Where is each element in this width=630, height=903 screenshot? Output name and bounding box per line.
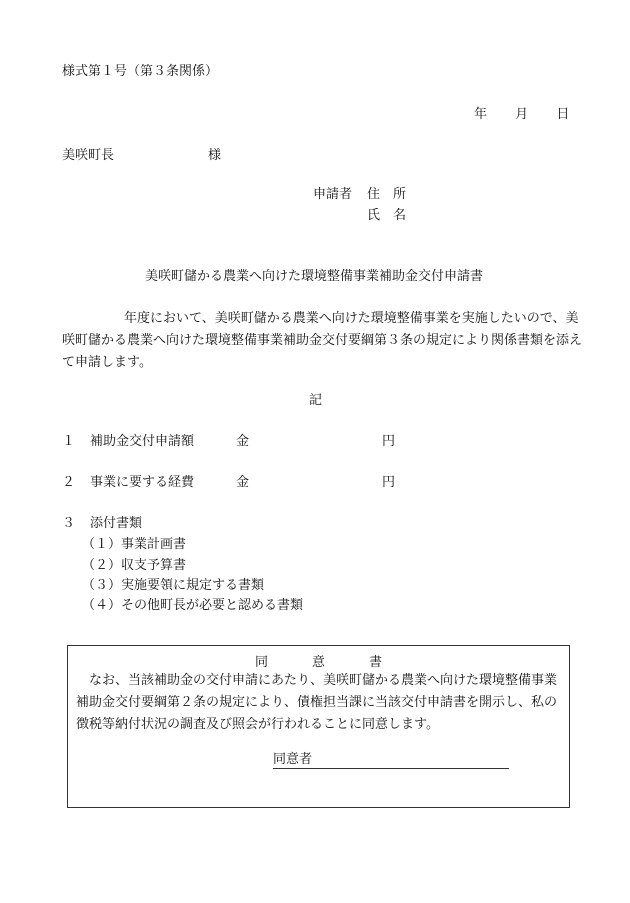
ki-label: 記 bbox=[309, 393, 323, 408]
form-number: 様式第１号（第３条関係） bbox=[62, 64, 219, 79]
item-label: 事業に要する経費 bbox=[90, 475, 195, 490]
item-yen: 円 bbox=[382, 475, 396, 490]
date-line bbox=[474, 106, 569, 124]
date-year-label: 年 bbox=[474, 107, 488, 122]
addressee: 美咲町長 bbox=[62, 148, 115, 163]
date-day-label: 日 bbox=[556, 107, 570, 122]
document-body: 年度において、美咲町儲かる農業へ向けた環境整備事業を実施したいので、美咲町儲かる農業へ向けた環境整備事業補助金交付要綱第３条の規定により関係書類を添えて申請します。 bbox=[62, 311, 583, 370]
document-title: 美咲町儲かる農業へ向けた環境整備事業補助金交付申請書 bbox=[145, 269, 484, 284]
item-yen: 円 bbox=[382, 434, 396, 449]
consent-body: なお、当該補助金の交付申請にあたり、美咲町儲かる農業へ向けた環境整備事業補助金交付要綱第２条の規定により、債権担当課に当該交付申請書を開示し、私の徴税等納付状況の調査及び照会が行われることに同意します。 bbox=[76, 673, 558, 732]
applicant-address-label: 住 所 bbox=[367, 187, 407, 202]
consent-title: 同意書 bbox=[254, 655, 426, 670]
item-kin: 金 bbox=[236, 434, 250, 449]
attachment-item: （２）収支予算書 bbox=[82, 558, 187, 573]
applicant-name-label: 氏 名 bbox=[367, 208, 407, 223]
item-number: １ bbox=[62, 434, 76, 449]
attachment-item: （１）事業計画書 bbox=[82, 537, 187, 552]
addressee-honorific: 様 bbox=[208, 148, 222, 163]
date-month-label: 月 bbox=[515, 107, 529, 122]
item-kin: 金 bbox=[236, 475, 250, 490]
consent-box bbox=[67, 645, 570, 808]
item-label: 補助金交付申請額 bbox=[90, 434, 195, 449]
consent-signer-label: 同意者 bbox=[273, 752, 313, 767]
attachments-number: ３ bbox=[62, 516, 76, 531]
attachment-item: （３）実施要領に規定する書類 bbox=[82, 578, 265, 593]
item-number: ２ bbox=[62, 475, 76, 490]
consent-signer-line bbox=[273, 752, 509, 769]
applicant-role: 申請者 bbox=[313, 187, 353, 202]
attachment-item: （４）その他町長が必要と認める書類 bbox=[82, 598, 304, 613]
attachments-label: 添付書類 bbox=[90, 516, 143, 531]
